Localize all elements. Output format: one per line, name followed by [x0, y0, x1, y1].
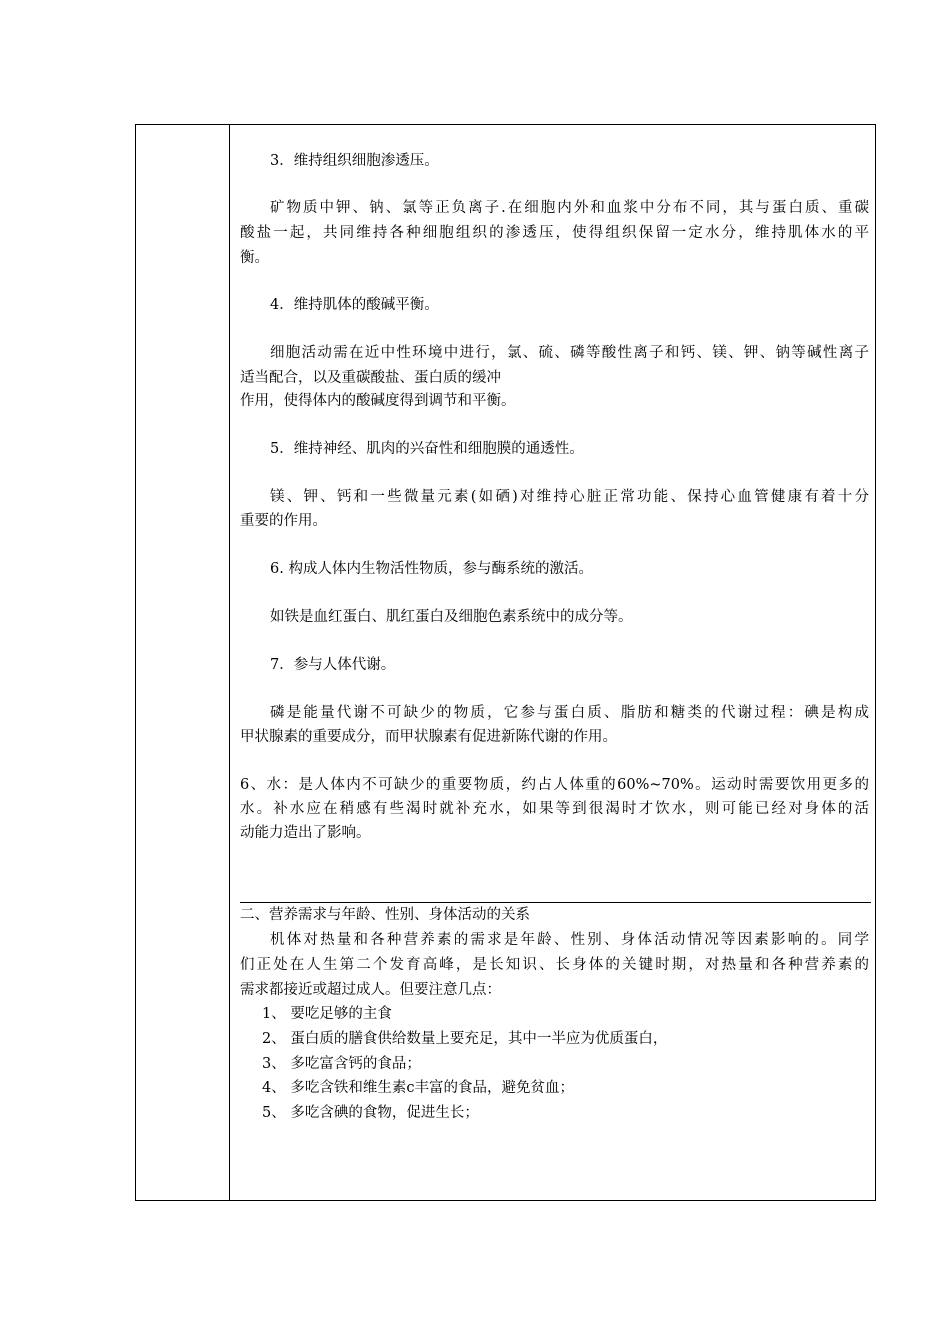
- item7-title: 7．参与人体代谢。: [270, 657, 396, 673]
- water-line-3: 动能力造出了影响。: [240, 825, 371, 841]
- section2-heading: 二、营养需求与年龄、性别、身体活动的关系: [240, 907, 530, 923]
- section2-intro-line-3: 需求都接近或超过成人。但要注意几点：: [240, 982, 501, 998]
- nutrition-point-3: 3、 多吃富含钙的食品；: [262, 1056, 421, 1072]
- item3-title: 3．维持组织细胞渗透压。: [270, 153, 439, 169]
- item4-body-line-1: 细胞活动需在近中性环境中进行，氯、硫、磷等酸性离子和钙、镁、钾、钠等碱性离子: [270, 345, 869, 361]
- item5-body-line-1: 镁、钾、钙和一些微量元素(如硒)对维持心脏正常功能、保持心血管健康有着十分: [270, 489, 869, 505]
- item7-body-line-2: 甲状腺素的重要成分，而甲状腺素有促进新陈代谢的作用。: [240, 729, 617, 745]
- water-line-2: 水。补水应在稍感有些渴时就补充水，如果等到很渴时才饮水，则可能已经对身体的活: [240, 801, 869, 817]
- section2-intro-line-1: 机体对热量和各种营养素的需求是年龄、性别、身体活动情况等因素影响的。同学: [270, 932, 869, 948]
- item5-body-line-2: 重要的作用。: [240, 513, 327, 529]
- left-column-cell: [136, 125, 230, 1200]
- item4-body-line-3: 作用，使得体内的酸碱度得到调节和平衡。: [240, 393, 516, 409]
- nutrition-point-1: 1、 要吃足够的主食: [262, 1006, 392, 1022]
- nutrition-point-2: 2、 蛋白质的膳食供给数量上要充足，其中一半应为优质蛋白，: [262, 1031, 668, 1047]
- item3-body-line-3: 衡。: [240, 250, 269, 266]
- nutrition-point-5: 5、 多吃含碘的食物，促进生长；: [262, 1105, 479, 1121]
- document-table: [135, 124, 876, 1201]
- item6-body-line-1: 如铁是血红蛋白、肌红蛋白及细胞色素系统中的成分等。: [270, 609, 633, 625]
- item3-body-line-2: 酸盐一起，共同维持各种细胞组织的渗透压，使得组织保留一定水分，维持肌体水的平: [240, 225, 869, 241]
- nutrition-point-4: 4、 多吃含铁和维生素c丰富的食品，避免贫血；: [262, 1080, 574, 1096]
- item4-body-line-2: 适当配合，以及重碳酸盐、蛋白质的缓冲: [240, 370, 501, 386]
- item7-body-line-1: 磷是能量代谢不可缺少的物质，它参与蛋白质、脂肪和糖类的代谢过程：碘是构成: [270, 705, 869, 721]
- water-line-1: 6、水：是人体内不可缺少的重要物质，约占人体重的60%~70%。运动时需要饮用更多的: [240, 777, 869, 793]
- item4-title: 4．维持肌体的酸碱平衡。: [270, 297, 439, 313]
- item5-title: 5．维持神经、肌肉的兴奋性和细胞膜的通透性。: [270, 441, 584, 457]
- item3-body-line-1: 矿物质中钾、钠、氯等正负离子.在细胞内外和血浆中分布不同，其与蛋白质、重碳: [270, 200, 869, 216]
- section2-intro-line-2: 们正处在人生第二个发育高峰，是长知识、长身体的关键时期，对热量和各种营养素的: [240, 957, 869, 973]
- item6-title: 6. 构成人体内生物活性物质，参与酶系统的激活。: [270, 561, 593, 577]
- section-divider: [240, 902, 871, 903]
